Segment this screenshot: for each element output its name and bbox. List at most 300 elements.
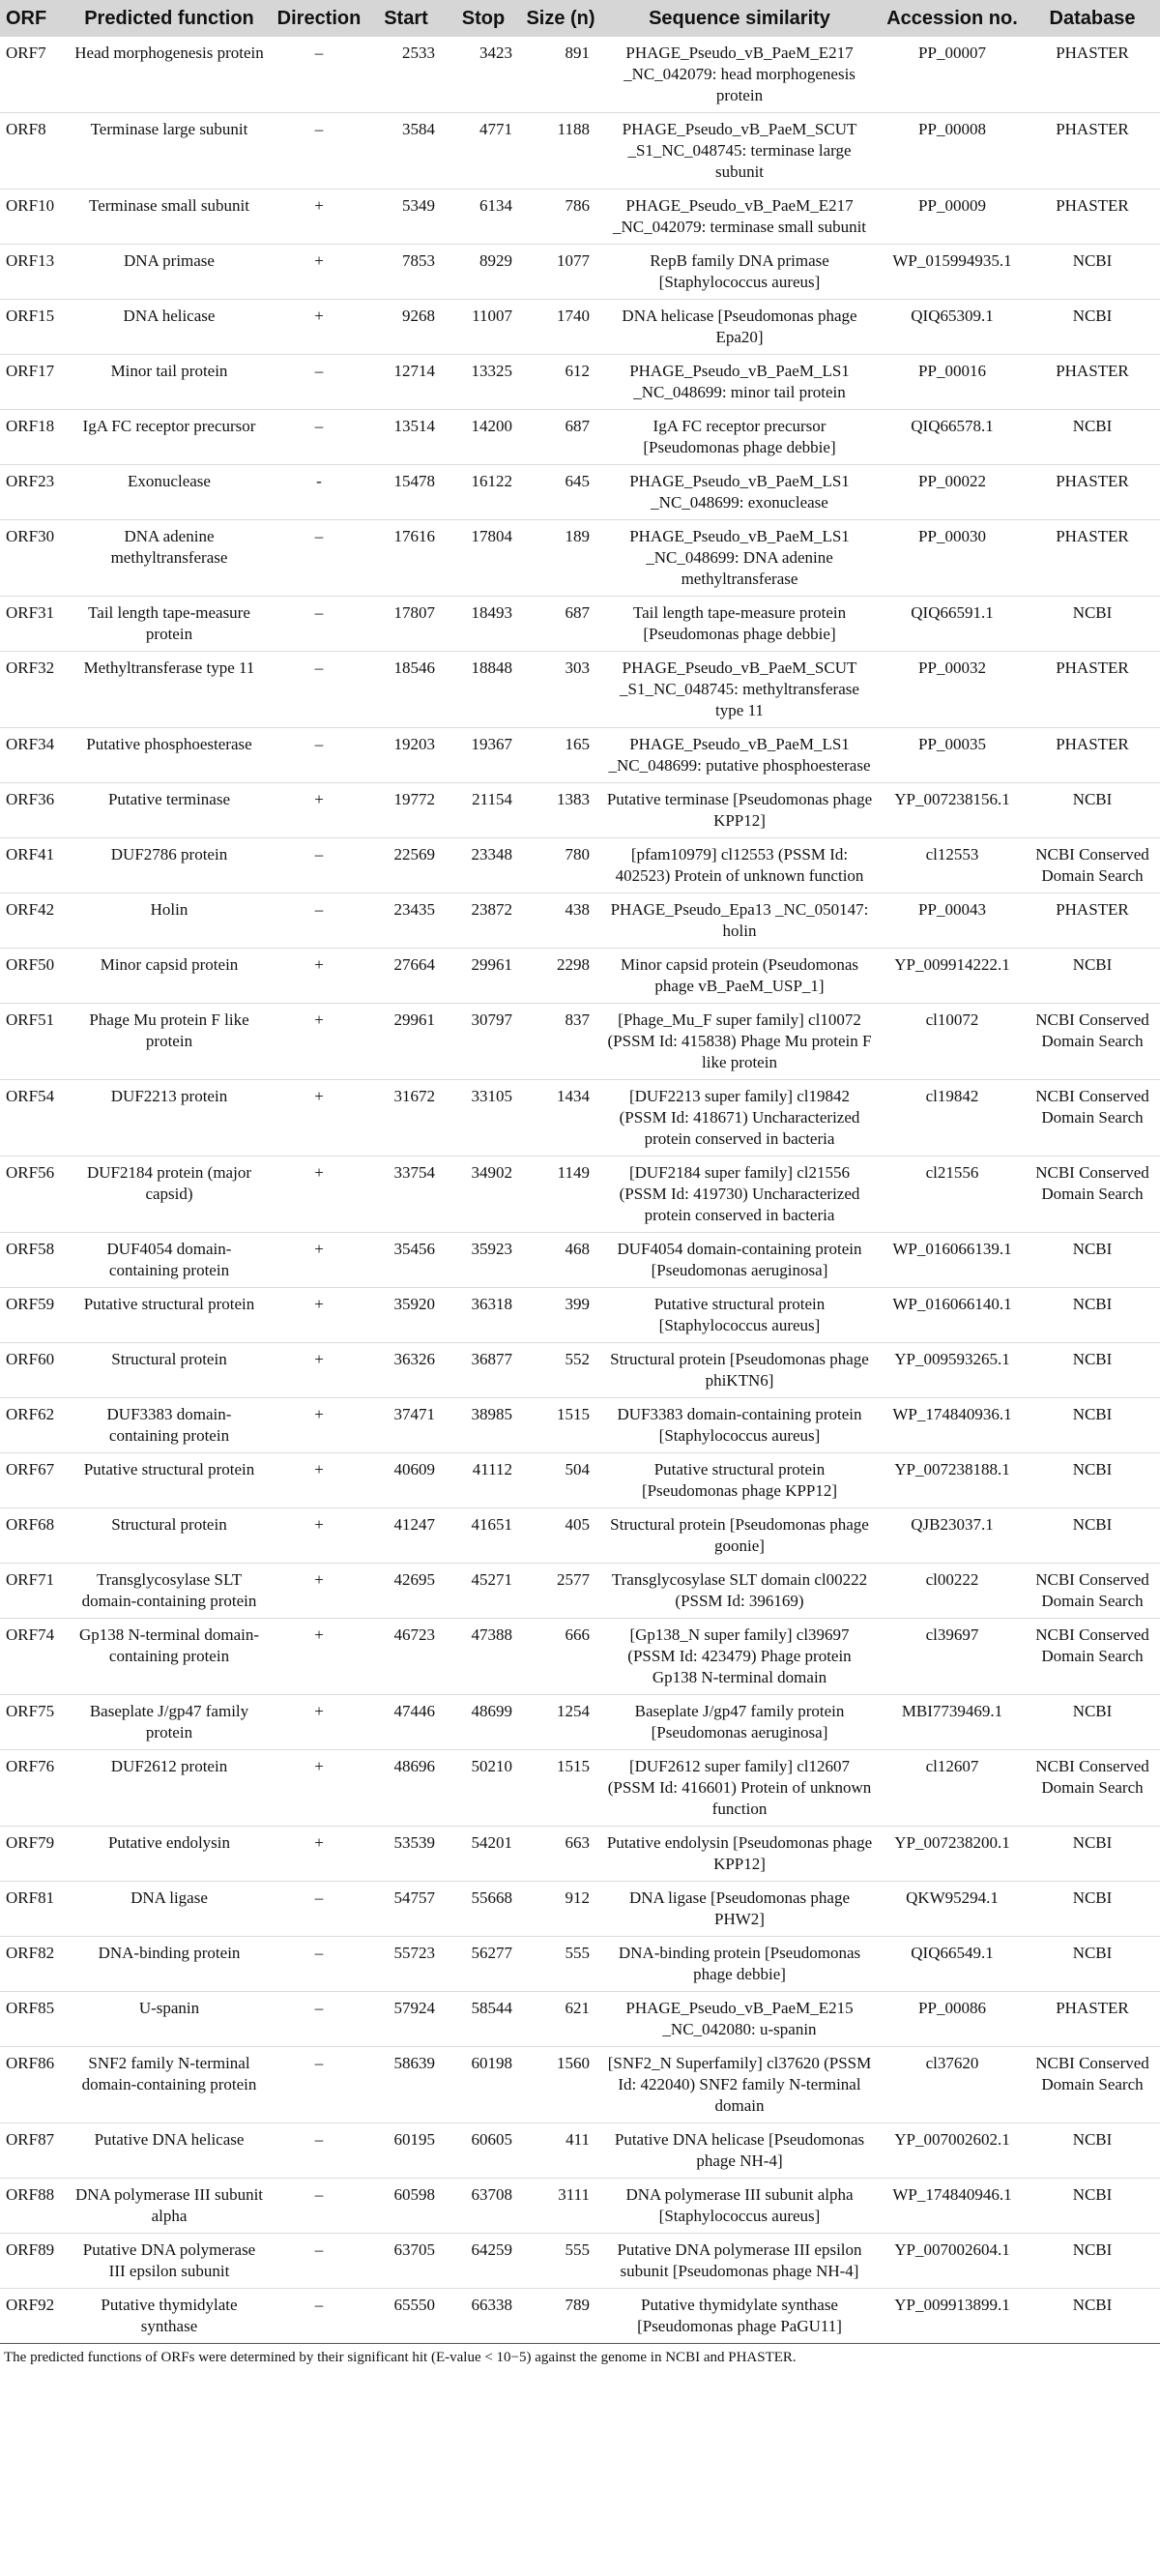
table-row: [0, 245, 1160, 300]
direction-cell: +: [314, 1757, 324, 1775]
size-cell: 837: [565, 1010, 590, 1029]
start-cell: 19772: [393, 790, 435, 808]
start-cell: 18546: [393, 659, 435, 677]
function-cell: Structural protein: [111, 1350, 227, 1368]
size-cell: 1740: [557, 307, 590, 325]
stop-cell: 63708: [471, 2185, 512, 2204]
database-cell: NCBI: [1072, 1702, 1113, 1720]
start-cell: 57924: [393, 1999, 435, 2017]
table-row: [0, 2047, 1160, 2123]
function-cell: DUF4054 domain-containing protein: [106, 1240, 232, 1279]
similarity-cell: DNA-binding protein [Pseudomonas phage debbie]: [618, 1944, 861, 1983]
similarity-cell: PHAGE_Pseudo_vB_PaeM_E217 _NC_042079: terminase small subunit: [612, 196, 867, 236]
size-cell: 1077: [557, 251, 590, 270]
similarity-cell: Putative DNA helicase [Pseudomonas phage NH-4]: [614, 2130, 865, 2170]
function-cell: IgA FC receptor precursor: [82, 417, 256, 435]
database-cell: NCBI: [1072, 1833, 1113, 1852]
header-sequence-similarity: Sequence similarity: [649, 7, 830, 29]
similarity-cell: DUF4054 domain-containing protein [Pseudomonas aeruginosa]: [617, 1240, 862, 1279]
database-cell: NCBI: [1072, 1295, 1113, 1313]
similarity-cell: PHAGE_Pseudo_vB_PaeM_LS1 _NC_048699: minor tail protein: [629, 362, 850, 401]
direction-cell: –: [314, 527, 324, 545]
start-cell: 35456: [393, 1240, 435, 1258]
similarity-cell: [DUF2184 super family] cl21556 (PSSM Id: 419730) Uncharacterized protein conserved in bacteria: [619, 1163, 860, 1224]
similarity-cell: PHAGE_Pseudo_vB_PaeM_E215 _NC_042080: u-spanin: [625, 1999, 854, 2038]
function-cell: Methyltransferase type 11: [83, 659, 255, 677]
database-cell: NCBI Conserved Domain Search: [1035, 1625, 1149, 1665]
header-orf: ORF: [6, 7, 47, 29]
database-cell: NCBI: [1072, 2296, 1113, 2314]
size-cell: 2298: [557, 955, 590, 974]
database-cell: PHASTER: [1056, 1999, 1129, 2017]
accession-cell: YP_007002604.1: [894, 2240, 1010, 2259]
database-cell: NCBI: [1072, 2130, 1113, 2149]
table-row: [0, 1080, 1160, 1156]
stop-cell: 33105: [471, 1087, 512, 1105]
function-cell: Minor tail protein: [110, 362, 228, 380]
similarity-cell: Putative structural protein [Pseudomonas phage KPP12]: [641, 1460, 838, 1500]
stop-cell: 36318: [471, 1295, 512, 1313]
similarity-cell: RepB family DNA primase [Staphylococcus aureus]: [650, 251, 829, 291]
database-cell: PHASTER: [1056, 362, 1129, 380]
table-footnote: The predicted functions of ORFs were determined by their significant hit (E-value < 10−5) against the genome in NCBI and PHASTER.: [4, 2350, 797, 2365]
table-row: [0, 838, 1160, 893]
stop-cell: 35923: [471, 1240, 512, 1258]
start-cell: 58639: [393, 2054, 435, 2072]
accession-cell: WP_016066140.1: [892, 1295, 1012, 1313]
start-cell: 37471: [393, 1405, 435, 1423]
stop-cell: 60605: [471, 2130, 512, 2149]
start-cell: 54757: [393, 1888, 435, 1907]
start-cell: 48696: [393, 1757, 435, 1775]
orf-cell: ORF89: [6, 2240, 55, 2259]
stop-cell: 8929: [479, 251, 512, 270]
size-cell: 663: [565, 1833, 590, 1852]
similarity-cell: PHAGE_Pseudo_Epa13 _NC_050147: holin: [610, 900, 869, 940]
header-database: Database: [1049, 7, 1136, 29]
stop-cell: 11007: [472, 307, 512, 325]
orf-cell: ORF76: [6, 1757, 55, 1775]
function-cell: Phage Mu protein F like protein: [89, 1010, 249, 1050]
orf-cell: ORF15: [6, 307, 55, 325]
start-cell: 35920: [393, 1295, 435, 1313]
stop-cell: 55668: [471, 1888, 512, 1907]
similarity-cell: Putative structural protein [Staphylococcus aureus]: [653, 1295, 826, 1334]
accession-cell: PP_00022: [918, 472, 986, 490]
database-cell: NCBI: [1072, 1944, 1113, 1962]
direction-cell: –: [314, 362, 324, 380]
direction-cell: +: [314, 1240, 324, 1258]
table-row: [0, 2179, 1160, 2234]
database-cell: PHASTER: [1056, 735, 1129, 753]
table-row: [0, 728, 1160, 783]
size-cell: 552: [565, 1350, 590, 1368]
direction-cell: +: [314, 1833, 324, 1852]
header-stop: Stop: [461, 7, 506, 29]
table-row: [0, 893, 1160, 949]
database-cell: PHASTER: [1056, 900, 1129, 919]
size-cell: 1188: [557, 120, 590, 138]
accession-cell: cl37620: [925, 2054, 979, 2072]
direction-cell: –: [314, 845, 324, 864]
database-cell: NCBI: [1072, 251, 1113, 270]
stop-cell: 56277: [471, 1944, 512, 1962]
table-row: [0, 190, 1160, 245]
orf-cell: ORF7: [6, 44, 46, 62]
header-size: Size (n): [526, 7, 595, 29]
header-accession: Accession no.: [886, 7, 1018, 29]
header-start: Start: [384, 7, 428, 29]
size-cell: 687: [565, 417, 590, 435]
function-cell: DNA ligase: [130, 1888, 208, 1907]
accession-cell: PP_00016: [918, 362, 986, 380]
size-cell: 555: [565, 2240, 590, 2259]
stop-cell: 38985: [471, 1405, 512, 1423]
function-cell: Transglycosylase SLT domain-containing protein: [81, 1570, 257, 1610]
orf-cell: ORF60: [6, 1350, 55, 1368]
direction-cell: +: [314, 1570, 324, 1589]
function-cell: DNA-binding protein: [98, 1944, 241, 1962]
table-row: [0, 1288, 1160, 1343]
function-cell: Holin: [150, 900, 188, 919]
accession-cell: YP_007002602.1: [894, 2130, 1010, 2149]
orf-cell: ORF34: [6, 735, 55, 753]
table-row: [0, 465, 1160, 520]
start-cell: 17616: [393, 527, 435, 545]
size-cell: 468: [565, 1240, 590, 1258]
table-row: [0, 1695, 1160, 1750]
similarity-cell: DUF3383 domain-containing protein [Staphylococcus aureus]: [617, 1405, 862, 1445]
direction-cell: –: [314, 44, 324, 62]
start-cell: 19203: [393, 735, 435, 753]
similarity-cell: Minor capsid protein (Pseudomonas phage vB_PaeM_USP_1]: [621, 955, 858, 995]
orf-cell: ORF81: [6, 1888, 55, 1907]
accession-cell: cl10072: [925, 1010, 979, 1029]
size-cell: 621: [565, 1999, 590, 2017]
stop-cell: 18493: [471, 603, 512, 622]
orf-cell: ORF10: [6, 196, 55, 215]
similarity-cell: Putative terminase [Pseudomonas phage KPP12]: [606, 790, 873, 830]
size-cell: 303: [565, 659, 590, 677]
table-row: [0, 1453, 1160, 1508]
direction-cell: –: [314, 900, 324, 919]
database-cell: PHASTER: [1056, 44, 1129, 62]
direction-cell: +: [314, 1702, 324, 1720]
size-cell: 189: [565, 527, 590, 545]
accession-cell: cl12607: [925, 1757, 979, 1775]
direction-cell: –: [314, 659, 324, 677]
orf-cell: ORF32: [6, 659, 55, 677]
table-row: [0, 597, 1160, 652]
database-cell: NCBI: [1072, 2240, 1113, 2259]
size-cell: 405: [565, 1515, 590, 1534]
direction-cell: –: [314, 1999, 324, 2017]
similarity-cell: Structural protein [Pseudomonas phage goonie]: [610, 1515, 869, 1555]
accession-cell: QKW95294.1: [906, 1888, 999, 1907]
start-cell: 5349: [402, 196, 435, 215]
size-cell: 666: [565, 1625, 590, 1644]
start-cell: 46723: [393, 1625, 435, 1644]
header-direction: Direction: [276, 7, 362, 29]
function-cell: Putative DNA helicase: [94, 2130, 245, 2149]
accession-cell: WP_174840946.1: [892, 2185, 1012, 2204]
size-cell: 1515: [557, 1757, 590, 1775]
table-row: [0, 1564, 1160, 1619]
table-row: [0, 1343, 1160, 1398]
similarity-cell: Putative thymidylate synthase [Pseudomonas phage PaGU11]: [637, 2296, 842, 2335]
accession-cell: cl21556: [925, 1163, 979, 1182]
direction-cell: +: [314, 1350, 324, 1368]
function-cell: DNA primase: [124, 251, 215, 270]
orf-cell: ORF86: [6, 2054, 55, 2072]
size-cell: 612: [565, 362, 590, 380]
size-cell: 3111: [558, 2185, 590, 2204]
database-cell: NCBI Conserved Domain Search: [1035, 1010, 1149, 1050]
start-cell: 27664: [393, 955, 435, 974]
table-row: [0, 1827, 1160, 1882]
accession-cell: cl00222: [925, 1570, 979, 1589]
orf-cell: ORF23: [6, 472, 55, 490]
stop-cell: 4771: [479, 120, 512, 138]
size-cell: 1560: [557, 2054, 590, 2072]
direction-cell: -: [316, 472, 322, 490]
function-cell: DUF2184 protein (major capsid): [87, 1163, 251, 1203]
database-cell: NCBI Conserved Domain Search: [1035, 1757, 1149, 1797]
database-cell: NCBI: [1072, 955, 1113, 974]
size-cell: 645: [565, 472, 590, 490]
accession-cell: WP_174840936.1: [892, 1405, 1012, 1423]
similarity-cell: DNA helicase [Pseudomonas phage Epa20]: [622, 307, 857, 346]
function-cell: DUF2786 protein: [110, 845, 228, 864]
database-cell: PHASTER: [1056, 196, 1129, 215]
similarity-cell: PHAGE_Pseudo_vB_PaeM_LS1 _NC_048699: exonuclease: [629, 472, 850, 512]
accession-cell: cl39697: [925, 1625, 979, 1644]
size-cell: 789: [565, 2296, 590, 2314]
start-cell: 22569: [393, 845, 435, 864]
similarity-cell: PHAGE_Pseudo_vB_PaeM_LS1 _NC_048699: DNA adenine methyltransferase: [629, 527, 850, 588]
stop-cell: 18848: [471, 659, 512, 677]
orf-cell: ORF18: [6, 417, 55, 435]
direction-cell: –: [314, 2054, 324, 2072]
table-row: [0, 949, 1160, 1004]
similarity-cell: DNA polymerase III subunit alpha [Staphylococcus aureus]: [625, 2185, 854, 2225]
direction-cell: +: [314, 1087, 324, 1105]
function-cell: SNF2 family N-terminal domain-containing protein: [81, 2054, 257, 2093]
direction-cell: –: [314, 1888, 324, 1907]
database-cell: PHASTER: [1056, 472, 1129, 490]
size-cell: 687: [565, 603, 590, 622]
orf-cell: ORF58: [6, 1240, 55, 1258]
function-cell: Head morphogenesis protein: [74, 44, 264, 62]
function-cell: Tail length tape-measure protein: [88, 603, 250, 643]
database-cell: NCBI: [1072, 790, 1113, 808]
direction-cell: +: [314, 1460, 324, 1478]
table-row: [0, 652, 1160, 728]
direction-cell: +: [314, 955, 324, 974]
stop-cell: 41112: [472, 1460, 512, 1478]
direction-cell: +: [314, 1515, 324, 1534]
similarity-cell: [Phage_Mu_F super family] cl10072 (PSSM Id: 415838) Phage Mu protein F like protein: [607, 1010, 872, 1071]
database-cell: NCBI Conserved Domain Search: [1035, 1163, 1149, 1203]
direction-cell: –: [314, 2296, 324, 2314]
direction-cell: +: [314, 196, 324, 215]
size-cell: 165: [565, 735, 590, 753]
start-cell: 9268: [402, 307, 435, 325]
accession-cell: YP_009913899.1: [894, 2296, 1010, 2314]
orf-cell: ORF51: [6, 1010, 55, 1029]
stop-cell: 45271: [471, 1570, 512, 1589]
function-cell: Structural protein: [111, 1515, 227, 1534]
table-row: [0, 1156, 1160, 1233]
table-row: [0, 2123, 1160, 2179]
size-cell: 2577: [557, 1570, 590, 1589]
start-cell: 41247: [393, 1515, 435, 1534]
function-cell: Putative DNA polymerase III epsilon subunit: [82, 2240, 256, 2280]
table-row: [0, 113, 1160, 190]
size-cell: 1383: [557, 790, 590, 808]
start-cell: 15478: [393, 472, 435, 490]
table-row: [0, 300, 1160, 355]
start-cell: 7853: [402, 251, 435, 270]
database-cell: NCBI: [1072, 417, 1113, 435]
similarity-cell: PHAGE_Pseudo_vB_PaeM_E217 _NC_042079: head morphogenesis protein: [624, 44, 856, 104]
accession-cell: YP_009914222.1: [894, 955, 1010, 974]
start-cell: 2533: [402, 44, 435, 62]
database-cell: PHASTER: [1056, 120, 1129, 138]
similarity-cell: [pfam10979] cl12553 (PSSM Id: 402523) Protein of unknown function: [615, 845, 864, 885]
accession-cell: QIQ66591.1: [911, 603, 994, 622]
accession-cell: PP_00035: [918, 735, 986, 753]
start-cell: 65550: [393, 2296, 435, 2314]
table-row: [0, 783, 1160, 838]
accession-cell: QIQ65309.1: [911, 307, 994, 325]
orf-cell: ORF8: [6, 120, 46, 138]
accession-cell: PP_00030: [918, 527, 986, 545]
table-row: [0, 1233, 1160, 1288]
start-cell: 23435: [393, 900, 435, 919]
similarity-cell: PHAGE_Pseudo_vB_PaeM_SCUT _S1_NC_048745: methyltransferase type 11: [620, 659, 859, 719]
similarity-cell: IgA FC receptor precursor [Pseudomonas phage debbie]: [643, 417, 836, 456]
size-cell: 891: [565, 44, 590, 62]
function-cell: DUF2612 protein: [110, 1757, 228, 1775]
direction-cell: –: [314, 2240, 324, 2259]
similarity-cell: Baseplate J/gp47 family protein [Pseudomonas aeruginosa]: [634, 1702, 845, 1742]
similarity-cell: DNA ligase [Pseudomonas phage PHW2]: [628, 1888, 851, 1928]
orf-cell: ORF75: [6, 1702, 55, 1720]
stop-cell: 66338: [471, 2296, 512, 2314]
start-cell: 31672: [393, 1087, 435, 1105]
table-row: [0, 37, 1160, 113]
table-row: [0, 1937, 1160, 1992]
function-cell: DNA polymerase III subunit alpha: [74, 2185, 264, 2225]
function-cell: Putative endolysin: [107, 1833, 231, 1852]
start-cell: 17807: [393, 603, 435, 622]
table-row: [0, 1992, 1160, 2047]
stop-cell: 64259: [471, 2240, 512, 2259]
stop-cell: 17804: [471, 527, 512, 545]
start-cell: 29961: [393, 1010, 435, 1029]
accession-cell: MBI7739469.1: [901, 1702, 1003, 1720]
function-cell: DUF2213 protein: [110, 1087, 228, 1105]
similarity-cell: [DUF2612 super family] cl12607 (PSSM Id: 416601) Protein of unknown function: [607, 1757, 872, 1818]
stop-cell: 34902: [471, 1163, 512, 1182]
orf-cell: ORF41: [6, 845, 55, 864]
size-cell: 1254: [557, 1702, 590, 1720]
table-row: [0, 355, 1160, 410]
direction-cell: –: [314, 735, 324, 753]
database-cell: NCBI: [1072, 1405, 1113, 1423]
similarity-cell: [DUF2213 super family] cl19842 (PSSM Id: 418671) Uncharacterized protein conserved in bacteria: [619, 1087, 860, 1148]
direction-cell: –: [314, 2130, 324, 2149]
orf-cell: ORF85: [6, 1999, 55, 2017]
stop-cell: 41651: [471, 1515, 512, 1534]
database-cell: NCBI: [1072, 1460, 1113, 1478]
table-row: [0, 1398, 1160, 1453]
size-cell: 1434: [557, 1087, 590, 1105]
database-cell: NCBI: [1072, 1515, 1113, 1534]
function-cell: Putative terminase: [107, 790, 231, 808]
start-cell: 40609: [393, 1460, 435, 1478]
orf-cell: ORF50: [6, 955, 55, 974]
stop-cell: 54201: [471, 1833, 512, 1852]
accession-cell: PP_00009: [918, 196, 986, 215]
size-cell: 438: [565, 900, 590, 919]
size-cell: 780: [565, 845, 590, 864]
stop-cell: 47388: [471, 1625, 512, 1644]
start-cell: 42695: [393, 1570, 435, 1589]
similarity-cell: [Gp138_N super family] cl39697 (PSSM Id: 423479) Phage protein Gp138 N-terminal domain: [627, 1625, 852, 1686]
size-cell: 1149: [557, 1163, 590, 1182]
similarity-cell: Putative DNA polymerase III epsilon subunit [Pseudomonas phage NH-4]: [617, 2240, 862, 2280]
orf-cell: ORF79: [6, 1833, 55, 1852]
stop-cell: 14200: [471, 417, 512, 435]
orf-cell: ORF13: [6, 251, 55, 270]
accession-cell: PP_00043: [918, 900, 986, 919]
accession-cell: cl19842: [925, 1087, 979, 1105]
function-cell: Putative structural protein: [83, 1295, 255, 1313]
orf-cell: ORF82: [6, 1944, 55, 1962]
orf-cell: ORF54: [6, 1087, 55, 1105]
function-cell: Putative phosphoesterase: [86, 735, 252, 753]
stop-cell: 30797: [471, 1010, 512, 1029]
start-cell: 55723: [393, 1944, 435, 1962]
orf-cell: ORF74: [6, 1625, 55, 1644]
database-cell: NCBI Conserved Domain Search: [1035, 1087, 1149, 1127]
function-cell: Putative thymidylate synthase: [101, 2296, 238, 2335]
database-cell: NCBI: [1072, 2185, 1113, 2204]
direction-cell: +: [314, 1405, 324, 1423]
direction-cell: –: [314, 2185, 324, 2204]
accession-cell: PP_00007: [918, 44, 986, 62]
size-cell: 411: [566, 2130, 590, 2149]
table-row: [0, 410, 1160, 465]
function-cell: Baseplate J/gp47 family protein: [89, 1702, 249, 1742]
similarity-cell: PHAGE_Pseudo_vB_PaeM_LS1 _NC_048699: putative phosphoesterase: [608, 735, 871, 775]
stop-cell: 3423: [479, 44, 512, 62]
stop-cell: 60198: [471, 2054, 512, 2072]
direction-cell: –: [314, 1944, 324, 1962]
database-cell: NCBI: [1072, 603, 1113, 622]
direction-cell: +: [314, 1163, 324, 1182]
database-cell: NCBI: [1072, 1888, 1113, 1907]
function-cell: Minor capsid protein: [100, 955, 239, 974]
function-cell: Gp138 N-terminal domain-containing protein: [78, 1625, 259, 1665]
stop-cell: 58544: [471, 1999, 512, 2017]
database-cell: PHASTER: [1056, 527, 1129, 545]
stop-cell: 23872: [471, 900, 512, 919]
direction-cell: +: [314, 1625, 324, 1644]
accession-cell: YP_007238156.1: [894, 790, 1010, 808]
